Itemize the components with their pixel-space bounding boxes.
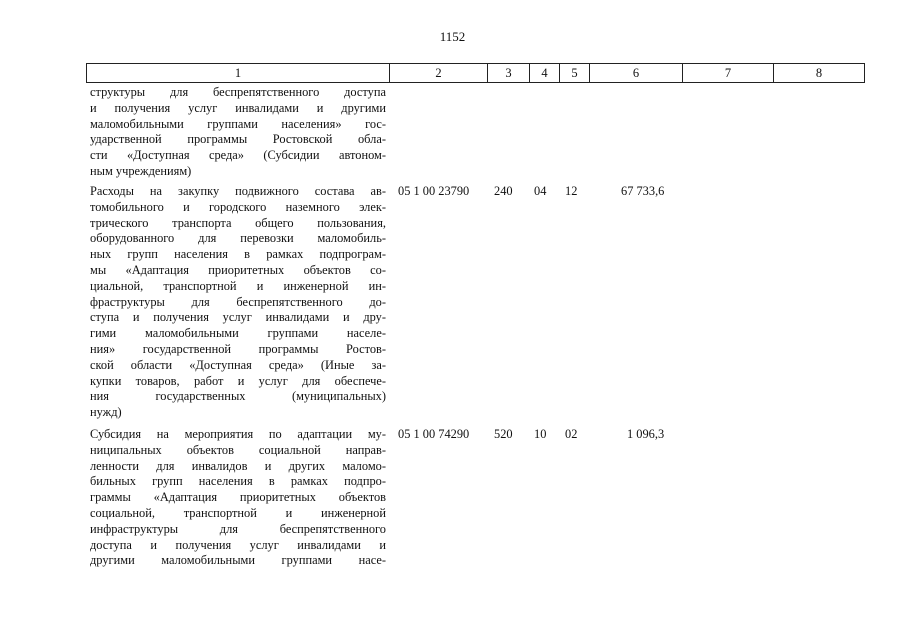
description-line: ния» государственной программы Ростов-	[90, 341, 386, 356]
row-col-5: 12	[565, 184, 578, 198]
description-line: ударственной программы Ростовской обла-	[90, 132, 386, 147]
description-line: социальной, транспортной и инженерной	[90, 505, 386, 520]
row-amount: 67 733,6	[621, 184, 665, 198]
description-line: Субсидия на мероприятия по адаптации му-	[90, 427, 386, 441]
header-col-4: 4	[530, 64, 560, 82]
description-line: купки товаров, работ и услуг для обеспече-	[90, 373, 386, 388]
description-line: доступа и получения услуг инвалидами и	[90, 537, 386, 552]
page-number: 1152	[439, 29, 466, 44]
row-description	[90, 85, 386, 180]
header-col-6: 6	[590, 64, 683, 82]
row-description	[90, 184, 386, 421]
description-line: структуры для беспрепятственного доступа	[90, 85, 386, 99]
description-line: ния государственных (муниципальных)	[90, 389, 386, 404]
description-line: ступа и получения услуг инвалидами и дру-	[90, 310, 386, 325]
description-line: нужд)	[90, 405, 122, 420]
description-line: инфраструктуры для беспрепятственного	[90, 521, 386, 536]
description-line: ской области «Доступная среда» (Иные за-	[90, 357, 386, 372]
description-line: бильных групп населения в рамках подпро-	[90, 474, 386, 489]
row-col-3: 240	[494, 184, 513, 198]
description-line: трического транспорта общего пользования,	[90, 215, 386, 230]
header-col-7: 7	[683, 64, 774, 82]
row-amount: 1 096,3	[627, 427, 665, 441]
description-line: сти «Доступная среда» (Субсидии автоном-	[90, 148, 386, 163]
header-col-3: 3	[488, 64, 530, 82]
description-line: граммы «Адаптация приоритетных объектов	[90, 490, 386, 505]
row-col-4: 04	[534, 184, 547, 198]
header-col-8: 8	[815, 66, 823, 80]
description-line: фраструктуры для беспрепятственного до-	[90, 294, 386, 309]
table-header-row	[86, 63, 865, 83]
description-line: циальной, транспортной и инженерной ин-	[90, 278, 386, 293]
header-col-2: 2	[390, 64, 488, 82]
description-line: гими маломобильными группами населе-	[90, 326, 386, 341]
row-description	[90, 427, 386, 569]
description-line: другими маломобильными группами насе-	[90, 553, 386, 568]
row-col-4: 10	[534, 427, 547, 441]
row-col-3: 520	[494, 427, 513, 441]
description-line: Расходы на закупку подвижного состава ав-	[90, 184, 386, 198]
header-col-5: 5	[560, 64, 590, 82]
description-line: ным учреждениям)	[90, 163, 192, 178]
row-col-5: 02	[565, 427, 578, 441]
description-line: оборудованного для перевозки маломобиль-	[90, 231, 386, 246]
description-line: маломобильными группами населения» гос-	[90, 116, 386, 131]
description-line: ных групп населения в рамках подпрограм-	[90, 247, 386, 262]
description-line: ленности для инвалидов и других маломо-	[90, 458, 386, 473]
description-line: ниципальных объектов социальной направ-	[90, 442, 386, 457]
description-line: и получения услуг инвалидами и другими	[90, 100, 386, 115]
description-line: томобильного и городского наземного элек-	[90, 199, 386, 214]
row-code: 05 1 00 74290	[398, 427, 470, 441]
row-code: 05 1 00 23790	[398, 184, 470, 198]
header-col-1: 1	[87, 64, 390, 82]
description-line: мы «Адаптация приоритетных объектов со-	[90, 262, 386, 277]
